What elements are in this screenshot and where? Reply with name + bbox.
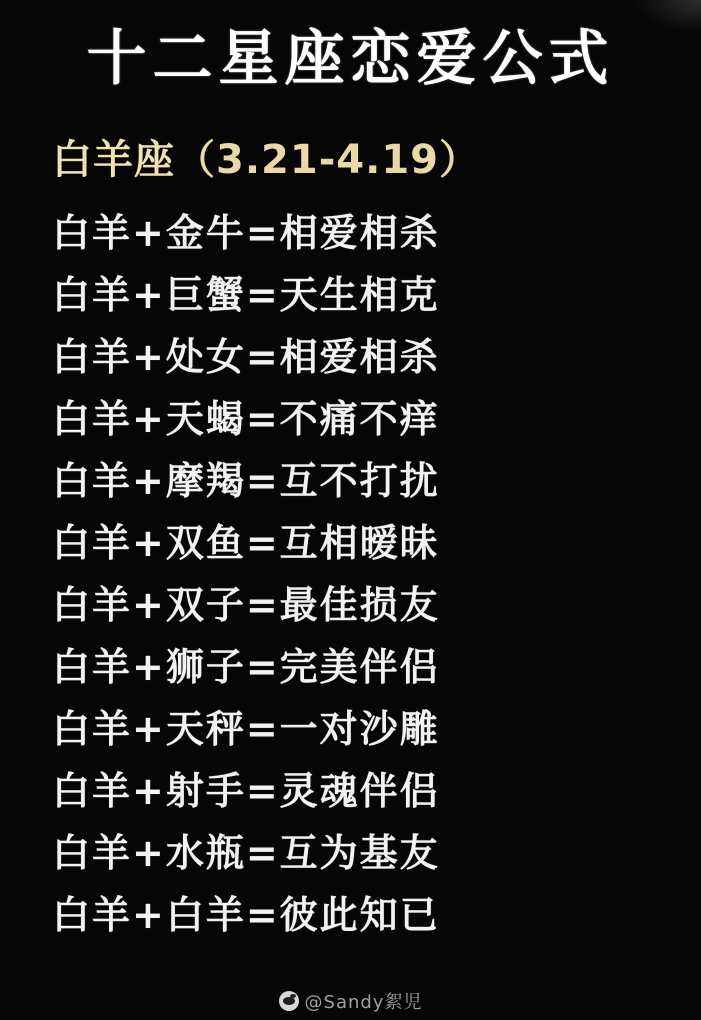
list-item: 白羊+天蝎=不痛不痒 (52, 397, 440, 441)
watermark-text: @Sandy絮児 (304, 992, 423, 1013)
list-item: 白羊+双子=最佳损友 (52, 583, 440, 627)
list-item: 白羊+天秤=一对沙雕 (52, 707, 440, 751)
formula-list (0, 202, 701, 946)
list-item: 白羊+处女=相爱相杀 (52, 335, 440, 379)
sign-date-range: （3.21-4.19） (175, 137, 480, 183)
sign-header (0, 136, 701, 184)
page-title: 十二星座恋爱公式 (86, 24, 615, 94)
list-item: 白羊+狮子=完美伴侣 (52, 645, 440, 689)
list-item: 白羊+水瓶=互为基友 (52, 831, 440, 875)
weibo-icon (279, 991, 299, 1011)
list-item: 白羊+巨蟹=天生相克 (52, 273, 440, 317)
list-item: 白羊+摩羯=互不打扰 (52, 459, 440, 503)
list-item: 白羊+双鱼=互相暧昧 (52, 521, 440, 565)
list-item: 白羊+金牛=相爱相杀 (52, 211, 440, 255)
sign-name: 白羊座 (52, 137, 175, 183)
watermark (0, 988, 701, 1014)
list-item: 白羊+白羊=彼此知已 (52, 893, 440, 937)
list-item: 白羊+射手=灵魂伴侣 (52, 769, 440, 813)
